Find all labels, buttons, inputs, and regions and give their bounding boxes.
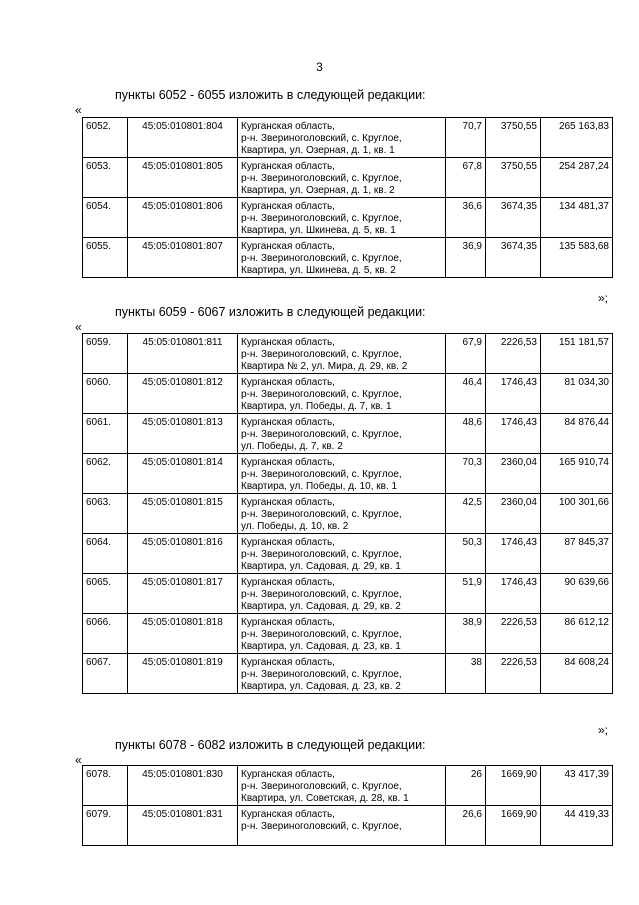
total-value: 135 583,68 [541, 238, 613, 278]
total-value: 84 876,44 [541, 414, 613, 454]
total-value: 84 608,24 [541, 654, 613, 694]
price-value: 1746,43 [486, 574, 541, 614]
address-line: р-н. Звериноголовский, с. Круглое, [241, 781, 402, 792]
row-number: 6064. [83, 534, 128, 574]
address-cell [238, 614, 446, 654]
total-value: 87 845,37 [541, 534, 613, 574]
address-line: Курганская область, [241, 241, 335, 252]
row-number: 6067. [83, 654, 128, 694]
area-value: 70,3 [446, 454, 486, 494]
price-value: 2226,53 [486, 334, 541, 374]
row-number: 6052. [83, 118, 128, 158]
close-quote: »; [598, 291, 609, 305]
price-value: 1669,90 [486, 806, 541, 846]
section-intro: пункты 6059 - 6067 изложить в следующей редакции: [115, 305, 426, 319]
table-row [83, 414, 613, 454]
address-line: р-н. Звериноголовский, с. Круглое, [241, 469, 402, 480]
address-line: ул. Победы, д. 10, кв. 2 [241, 521, 349, 532]
address-cell [238, 806, 446, 846]
cadastral-number: 45:05:010801:806 [128, 198, 238, 238]
row-number: 6060. [83, 374, 128, 414]
address-cell [238, 334, 446, 374]
total-value: 44 419,33 [541, 806, 613, 846]
row-number: 6062. [83, 454, 128, 494]
section-intro: пункты 6052 - 6055 изложить в следующей редакции: [115, 88, 426, 102]
area-value: 26 [446, 766, 486, 806]
address-cell [238, 238, 446, 278]
address-line: р-н. Звериноголовский, с. Круглое, [241, 821, 402, 832]
area-value: 42,5 [446, 494, 486, 534]
address-cell [238, 414, 446, 454]
address-line: Квартира, ул. Садовая, д. 29, кв. 1 [241, 561, 401, 572]
price-value: 2226,53 [486, 614, 541, 654]
address-line: р-н. Звериноголовский, с. Круглое, [241, 509, 402, 520]
total-value: 254 287,24 [541, 158, 613, 198]
address-line: Квартира, ул. Озерная, д. 1, кв. 2 [241, 185, 395, 196]
address-line: р-н. Звериноголовский, с. Круглое, [241, 133, 402, 144]
price-value: 2226,53 [486, 654, 541, 694]
cadastral-number: 45:05:010801:805 [128, 158, 238, 198]
table-row [83, 454, 613, 494]
table-row [83, 374, 613, 414]
address-line: Курганская область, [241, 201, 335, 212]
row-number: 6059. [83, 334, 128, 374]
row-number: 6061. [83, 414, 128, 454]
address-cell [238, 198, 446, 238]
address-line: Квартира, ул. Советская, д. 28, кв. 1 [241, 793, 409, 804]
row-number: 6053. [83, 158, 128, 198]
cadastral-number: 45:05:010801:818 [128, 614, 238, 654]
cadastral-number: 45:05:010801:813 [128, 414, 238, 454]
address-cell [238, 118, 446, 158]
cadastral-number: 45:05:010801:831 [128, 806, 238, 846]
total-value: 151 181,57 [541, 334, 613, 374]
area-value: 46,4 [446, 374, 486, 414]
property-table [82, 333, 613, 694]
address-cell [238, 454, 446, 494]
area-value: 51,9 [446, 574, 486, 614]
table-row [83, 238, 613, 278]
price-value: 3674,35 [486, 198, 541, 238]
cadastral-number: 45:05:010801:811 [128, 334, 238, 374]
address-line: р-н. Звериноголовский, с. Круглое, [241, 629, 402, 640]
address-line: р-н. Звериноголовский, с. Круглое, [241, 173, 402, 184]
total-value: 81 034,30 [541, 374, 613, 414]
address-line: Квартира, ул. Садовая, д. 29, кв. 2 [241, 601, 401, 612]
row-number: 6065. [83, 574, 128, 614]
row-number: 6066. [83, 614, 128, 654]
area-value: 38 [446, 654, 486, 694]
address-line: р-н. Звериноголовский, с. Круглое, [241, 549, 402, 560]
table-row [83, 806, 613, 846]
table-row [83, 158, 613, 198]
address-line: Курганская область, [241, 617, 335, 628]
address-line: Квартира, ул. Шкинева, д. 5, кв. 1 [241, 225, 396, 236]
address-line: Курганская область, [241, 121, 335, 132]
table-row [83, 614, 613, 654]
price-value: 1746,43 [486, 374, 541, 414]
address-line: Курганская область, [241, 417, 335, 428]
area-value: 67,8 [446, 158, 486, 198]
row-number: 6079. [83, 806, 128, 846]
address-line: Квартира, ул. Садовая, д. 23, кв. 1 [241, 641, 401, 652]
address-line: Квартира № 2, ул. Мира, д. 29, кв. 2 [241, 361, 408, 372]
address-line: Курганская область, [241, 769, 335, 780]
address-line: Курганская область, [241, 497, 335, 508]
total-value: 100 301,66 [541, 494, 613, 534]
address-line: Курганская область, [241, 377, 335, 388]
price-value: 3750,55 [486, 158, 541, 198]
close-quote: »; [598, 723, 609, 737]
cadastral-number: 45:05:010801:814 [128, 454, 238, 494]
row-number: 6078. [83, 766, 128, 806]
row-number: 6063. [83, 494, 128, 534]
cadastral-number: 45:05:010801:807 [128, 238, 238, 278]
address-line: Квартира, ул. Победы, д. 7, кв. 1 [241, 401, 392, 412]
cadastral-number: 45:05:010801:830 [128, 766, 238, 806]
address-cell [238, 158, 446, 198]
table-row [83, 574, 613, 614]
page-number: 3 [316, 60, 323, 74]
price-value: 2360,04 [486, 454, 541, 494]
address-line: Квартира, ул. Озерная, д. 1, кв. 1 [241, 145, 395, 156]
address-line: Курганская область, [241, 537, 335, 548]
property-table [82, 765, 613, 846]
area-value: 48,6 [446, 414, 486, 454]
price-value: 1746,43 [486, 414, 541, 454]
table-row [83, 334, 613, 374]
table-row [83, 654, 613, 694]
address-line: Квартира, ул. Садовая, д. 23, кв. 2 [241, 681, 401, 692]
cadastral-number: 45:05:010801:816 [128, 534, 238, 574]
total-value: 86 612,12 [541, 614, 613, 654]
address-line: р-н. Звериноголовский, с. Круглое, [241, 213, 402, 224]
total-value: 134 481,37 [541, 198, 613, 238]
price-value: 1669,90 [486, 766, 541, 806]
total-value: 265 163,83 [541, 118, 613, 158]
table-row [83, 534, 613, 574]
address-line: р-н. Звериноголовский, с. Круглое, [241, 349, 402, 360]
address-cell [238, 766, 446, 806]
address-line: р-н. Звериноголовский, с. Круглое, [241, 429, 402, 440]
address-line: Курганская область, [241, 161, 335, 172]
price-value: 3750,55 [486, 118, 541, 158]
address-line: Курганская область, [241, 457, 335, 468]
address-line: р-н. Звериноголовский, с. Круглое, [241, 389, 402, 400]
row-number: 6054. [83, 198, 128, 238]
address-cell [238, 574, 446, 614]
address-cell [238, 534, 446, 574]
cadastral-number: 45:05:010801:812 [128, 374, 238, 414]
cadastral-number: 45:05:010801:819 [128, 654, 238, 694]
row-number: 6055. [83, 238, 128, 278]
cadastral-number: 45:05:010801:804 [128, 118, 238, 158]
total-value: 90 639,66 [541, 574, 613, 614]
price-value: 3674,35 [486, 238, 541, 278]
address-line: Курганская область, [241, 577, 335, 588]
total-value: 165 910,74 [541, 454, 613, 494]
address-line: р-н. Звериноголовский, с. Круглое, [241, 669, 402, 680]
table-row [83, 494, 613, 534]
address-line: Квартира, ул. Победы, д. 10, кв. 1 [241, 481, 398, 492]
open-quote: « [75, 103, 82, 117]
area-value: 26,6 [446, 806, 486, 846]
address-line: р-н. Звериноголовский, с. Круглое, [241, 253, 402, 264]
area-value: 67,9 [446, 334, 486, 374]
area-value: 36,9 [446, 238, 486, 278]
cadastral-number: 45:05:010801:815 [128, 494, 238, 534]
address-line: ул. Победы, д. 7, кв. 2 [241, 441, 343, 452]
open-quote: « [75, 753, 82, 767]
table-row [83, 118, 613, 158]
cadastral-number: 45:05:010801:817 [128, 574, 238, 614]
address-line: Курганская область, [241, 809, 335, 820]
section-intro: пункты 6078 - 6082 изложить в следующей редакции: [115, 738, 426, 752]
area-value: 36,6 [446, 198, 486, 238]
area-value: 38,9 [446, 614, 486, 654]
price-value: 1746,43 [486, 534, 541, 574]
address-line: Курганская область, [241, 657, 335, 668]
address-line: Курганская область, [241, 337, 335, 348]
area-value: 70,7 [446, 118, 486, 158]
address-cell [238, 654, 446, 694]
total-value: 43 417,39 [541, 766, 613, 806]
address-cell [238, 494, 446, 534]
area-value: 50,3 [446, 534, 486, 574]
address-line: Квартира, ул. Шкинева, д. 5, кв. 2 [241, 265, 396, 276]
property-table [82, 117, 613, 278]
price-value: 2360,04 [486, 494, 541, 534]
open-quote: « [75, 320, 82, 334]
address-line: р-н. Звериноголовский, с. Круглое, [241, 589, 402, 600]
table-row [83, 198, 613, 238]
table-row [83, 766, 613, 806]
address-cell [238, 374, 446, 414]
